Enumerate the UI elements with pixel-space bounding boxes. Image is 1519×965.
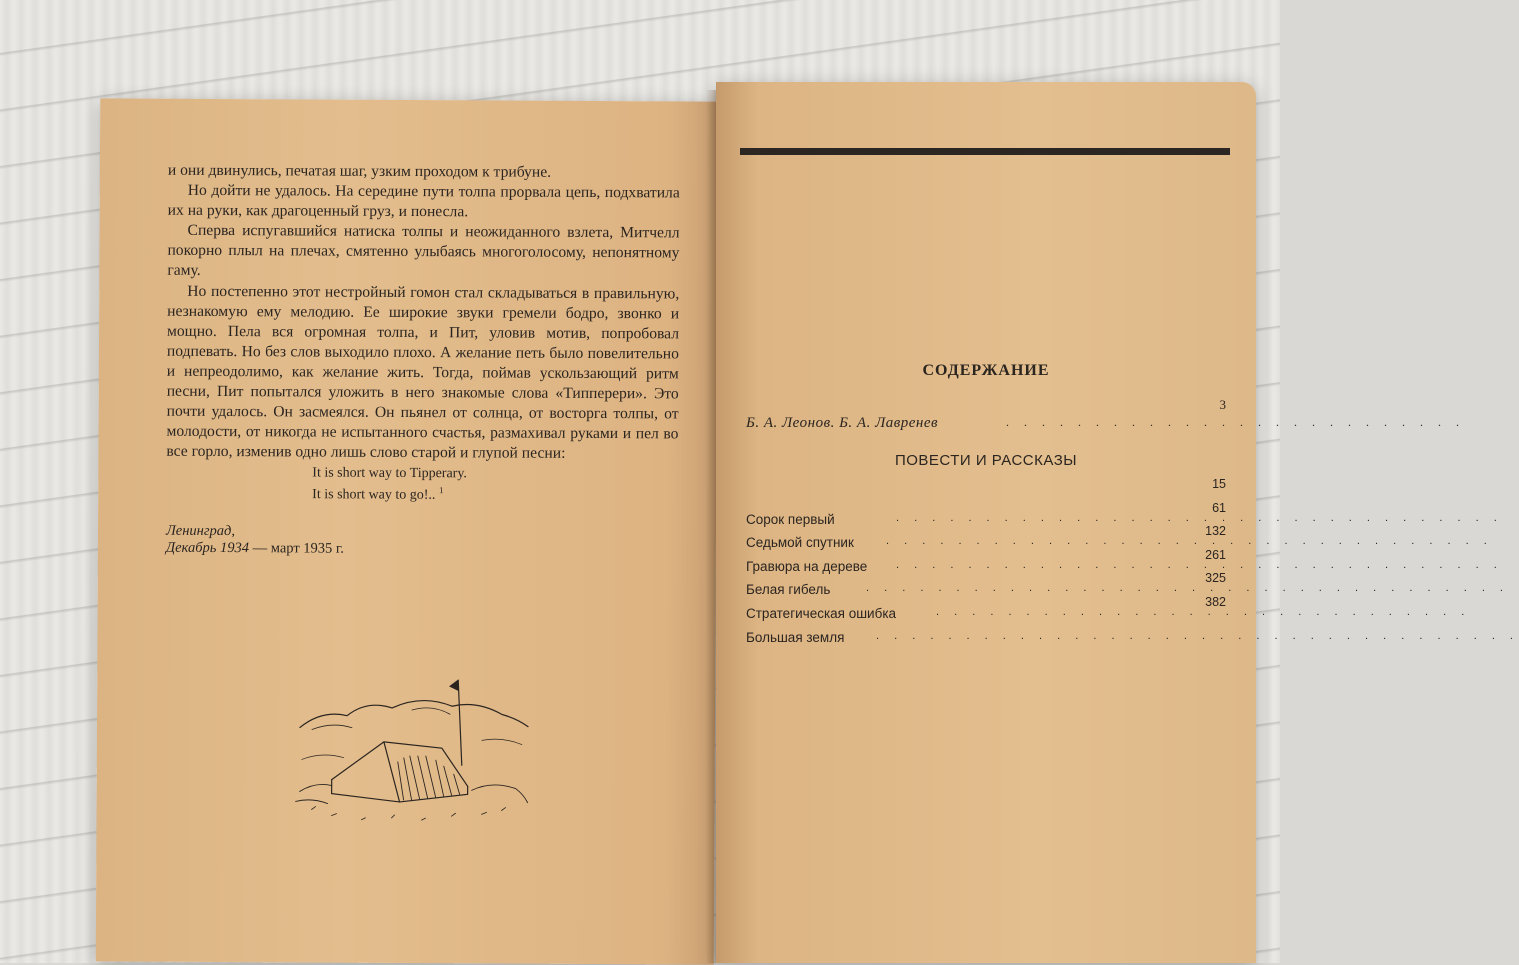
toc-entry-page: 61 bbox=[1212, 500, 1226, 515]
toc-title: СОДЕРЖАНИЕ bbox=[922, 362, 1050, 379]
date: Декабрь 1934 — март 1935 г. bbox=[165, 539, 344, 557]
toc-preface-label: Б. А. Леонов. Б. А. Лавренев bbox=[746, 415, 939, 431]
toc-entry-page: 261 bbox=[1205, 547, 1226, 562]
toc-entry bbox=[746, 594, 1471, 622]
toc-leader-dots: . . . . . . . . . . . . . . . . . . . . . . . . . . . . . . . . . . . . bbox=[866, 582, 1509, 595]
toc-entry bbox=[746, 622, 1519, 646]
toc-section-title: ПОВЕСТИ И РАССКАЗЫ bbox=[894, 452, 1078, 469]
toc-entry-label: Стратегическая ошибка bbox=[746, 605, 897, 621]
toc-entry-page: 325 bbox=[1205, 571, 1226, 586]
tent-illustration-icon bbox=[291, 669, 532, 830]
left-book-page bbox=[96, 98, 719, 964]
toc-entry bbox=[746, 477, 1226, 504]
verse-line-1: It is short way to Tipperary. bbox=[312, 465, 467, 482]
paragraph-1: и они двинулись, печатая шаг, узким проходом к трибуне. bbox=[167, 161, 552, 181]
toc-entry bbox=[746, 500, 1503, 528]
toc-leader-dots: . . . . . . . . . . . . . . . . . . . . . . . . . . . . . . . . . . bbox=[896, 511, 1503, 524]
toc-preface-page: 3 bbox=[1219, 397, 1226, 412]
verse-line-2: It is short way to go!.. $^1$ bbox=[312, 485, 444, 504]
toc-leader-dots: . . . . . . . . . . . . . . . . . . . . . . . . . . . . . . . . . . bbox=[886, 535, 1493, 548]
toc-entry bbox=[746, 524, 1493, 551]
toc-leader-dots: . . . . . . . . . . . . . . . . . . . . . . . . . . . . . . . . . . bbox=[896, 558, 1503, 571]
place-and-date bbox=[166, 523, 678, 560]
footnote-mark: 1 bbox=[438, 485, 444, 496]
toc-leader-dots: . . . . . . . . . . . . . . . . . . . . . . . . . . . . . . . . . . . . bbox=[876, 629, 1519, 642]
toc-entry-page: 15 bbox=[1212, 477, 1226, 491]
toc-entry bbox=[746, 571, 1509, 598]
paragraph-2: Но дойти не удалось. На середине пути толпа прорвала цепь, подхватила их на руки, как драгоценный груз, и понесла. bbox=[167, 181, 680, 221]
paragraph-4: Но постепенно этот нестройный гомон стал складываться в правильную, незнакомую ему мелодию. Ее широкие звуки гремели бодро, звонко и мощно. Пела вся огромная толпа, и Пит, уловив мотив, попробовал подпевать. Но без слов выходило плохо. А желание петь было повелительно и непреодолимо, как желание жить. Тогда, поймав ускользающий ритм песни, Пит попытался уложить в него знакомые слова «Типперери». Это почти удалось. Он засмеялся. Он пьянел от солнца, от восторга толпы, от молодости, от никогда не испытанного счастья, размахивал руками и пел во все горло, изменив одно лишь слово старой и глупой песни: bbox=[166, 282, 680, 463]
right-book-page bbox=[716, 82, 1519, 963]
toc-list bbox=[746, 477, 1519, 645]
toc-preface-entry bbox=[746, 397, 1465, 431]
toc-entry-label: Сорок первый bbox=[746, 511, 835, 527]
toc-leader-dots: . . . . . . . . . . . . . . . . . . . . . . . . . . . . . . bbox=[936, 605, 1471, 618]
toc-entry-page: 382 bbox=[1205, 594, 1226, 609]
toc-entry-page: 132 bbox=[1205, 524, 1226, 539]
toc-entry-label: Большая земля bbox=[746, 629, 845, 645]
toc-entry-label: Седьмой спутник bbox=[746, 535, 854, 551]
story-ending-text bbox=[166, 161, 680, 560]
song-verse bbox=[166, 464, 678, 505]
place: Ленинград, bbox=[165, 522, 236, 540]
toc-entry bbox=[746, 547, 1503, 575]
header-rule bbox=[740, 148, 1230, 155]
toc-entry-label: Белая гибель bbox=[746, 582, 831, 598]
toc-leader-dots: . . . . . . . . . . . . . . . . . . . . . . . . . . bbox=[1006, 415, 1465, 429]
paragraph-3: Сперва испугавшийся натиска толпы и неожиданного взлета, Митчелл покорно плыл на плечах, смятенно улыбаясь многоголосому, непонятному гаму. bbox=[167, 222, 680, 280]
toc-entry-label: Гравюра на дереве bbox=[746, 558, 868, 574]
